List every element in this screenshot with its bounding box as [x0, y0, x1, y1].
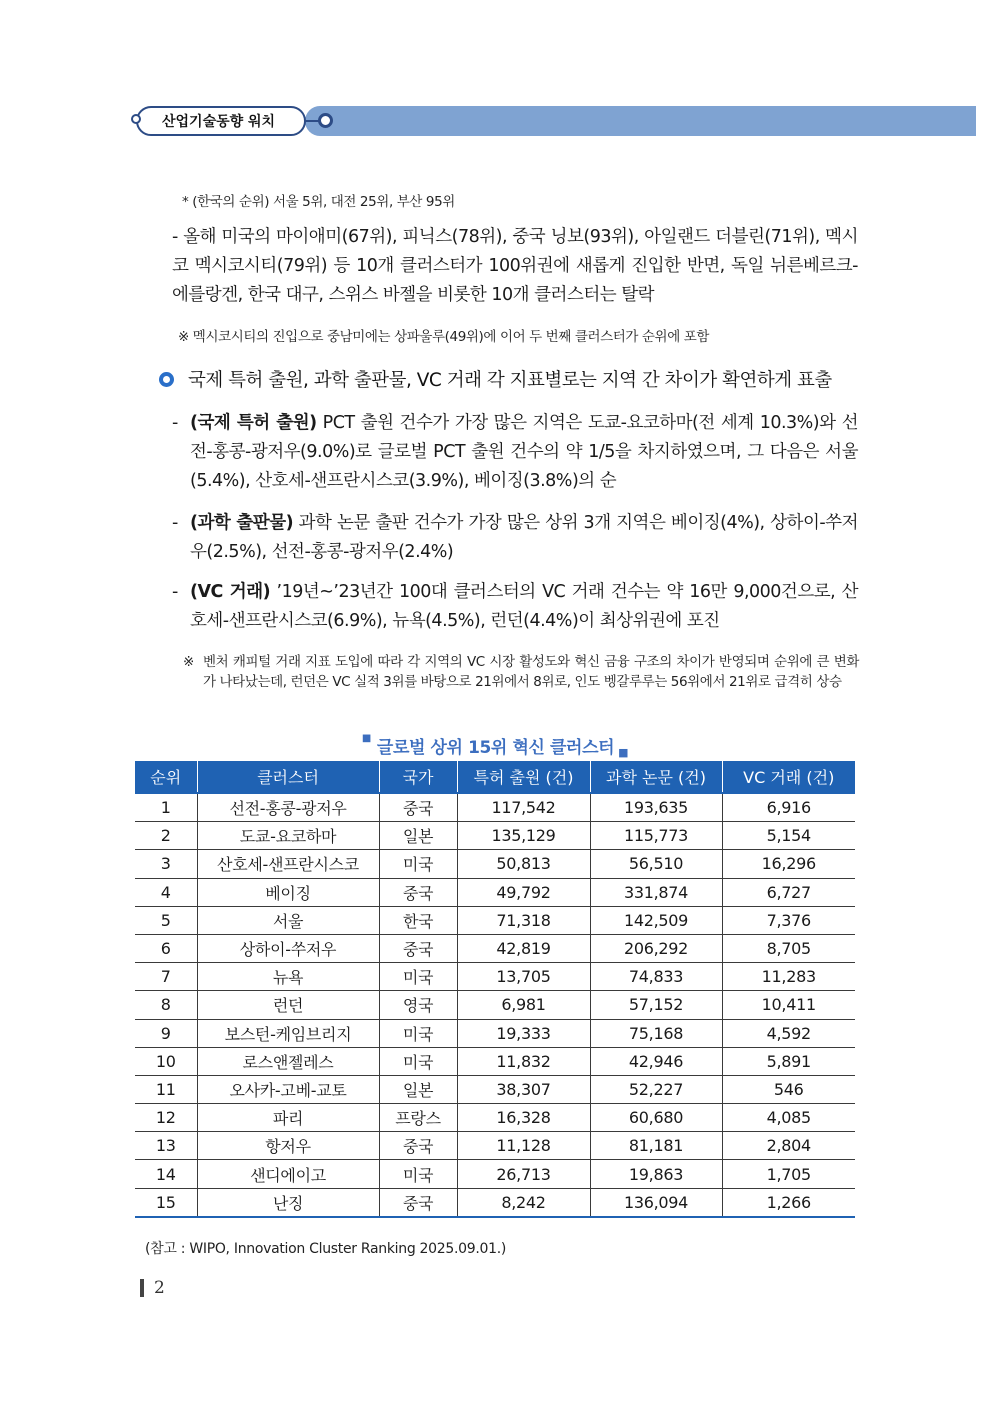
vc-cell: 546 — [722, 1075, 855, 1103]
item-dash: - — [172, 413, 178, 433]
new-entries-paragraph — [172, 223, 858, 310]
page-number-text: 2 — [154, 1278, 165, 1298]
table-row — [135, 793, 855, 822]
patent-cell: 26,713 — [457, 1160, 590, 1188]
cluster-cell: 산호세-샌프란시스코 — [197, 850, 379, 878]
rank-cell: 6 — [135, 934, 197, 962]
country-cell: 미국 — [379, 1160, 457, 1188]
country-cell: 프랑스 — [379, 1104, 457, 1132]
rank-cell: 9 — [135, 1019, 197, 1047]
section-heading — [159, 366, 832, 392]
table-row — [135, 934, 855, 962]
rank-cell: 15 — [135, 1188, 197, 1217]
item-vc — [172, 578, 858, 636]
rank-cell: 8 — [135, 991, 197, 1019]
column-header: 순위 — [135, 761, 197, 793]
table-row — [135, 1075, 855, 1103]
column-header: VC 거래 (건) — [722, 761, 855, 793]
table-row — [135, 1188, 855, 1217]
patent-cell: 8,242 — [457, 1188, 590, 1217]
cluster-cell: 파리 — [197, 1104, 379, 1132]
table-caption — [135, 733, 855, 759]
column-header: 국가 — [379, 761, 457, 793]
paper-cell: 81,181 — [590, 1132, 722, 1160]
paper-cell: 57,152 — [590, 991, 722, 1019]
bullet-ring-icon — [159, 372, 174, 387]
patent-cell: 42,819 — [457, 934, 590, 962]
table-row — [135, 850, 855, 878]
vc-cell: 5,891 — [722, 1047, 855, 1075]
vc-cell: 4,085 — [722, 1104, 855, 1132]
item-dash: - — [172, 513, 178, 533]
patent-cell: 11,832 — [457, 1047, 590, 1075]
cluster-cell: 로스앤젤레스 — [197, 1047, 379, 1075]
patent-cell: 117,542 — [457, 793, 590, 822]
cluster-cell: 항저우 — [197, 1132, 379, 1160]
caption-square-icon: ■ — [618, 746, 629, 759]
item-dash: - — [172, 582, 178, 602]
country-cell: 미국 — [379, 1019, 457, 1047]
vc-note-mark: ※ — [183, 654, 194, 670]
cluster-cell: 베이징 — [197, 878, 379, 906]
paper-cell: 60,680 — [590, 1104, 722, 1132]
column-header: 과학 논문 (건) — [590, 761, 722, 793]
item-patent — [172, 409, 858, 496]
rank-cell: 14 — [135, 1160, 197, 1188]
table-row — [135, 1104, 855, 1132]
table-row — [135, 1132, 855, 1160]
patent-cell: 16,328 — [457, 1104, 590, 1132]
rank-cell: 12 — [135, 1104, 197, 1132]
cluster-cell: 난징 — [197, 1188, 379, 1217]
table-row — [135, 822, 855, 850]
section-heading-text: 국제 특허 출원, 과학 출판물, VC 거래 각 지표별로는 지역 간 차이가 확연하게 표출 — [188, 370, 832, 391]
country-cell: 중국 — [379, 1132, 457, 1160]
vc-cell: 11,283 — [722, 963, 855, 991]
item-text: ’19년~’23년간 100대 클러스터의 VC 거래 건수는 약 16만 9,000건으로, 산호세-샌프란시스코(6.9%), 뉴욕(4.5%), 런던(4.4%)이 최상위권에 포진 — [190, 582, 858, 631]
column-header: 특허 출원 (건) — [457, 761, 590, 793]
header-title: 산업기술동향 워치 — [162, 114, 276, 130]
patent-cell: 71,318 — [457, 906, 590, 934]
table-row — [135, 991, 855, 1019]
paper-cell: 42,946 — [590, 1047, 722, 1075]
cluster-cell: 상하이-쑤저우 — [197, 934, 379, 962]
patent-cell: 50,813 — [457, 850, 590, 878]
paper-cell: 74,833 — [590, 963, 722, 991]
header-ring-icon — [318, 113, 333, 128]
header-band — [305, 106, 976, 136]
country-cell: 미국 — [379, 850, 457, 878]
paper-cell: 19,863 — [590, 1160, 722, 1188]
patent-cell: 135,129 — [457, 822, 590, 850]
vc-cell: 6,727 — [722, 878, 855, 906]
ranking-note: * (한국의 순위) 서울 5위, 대전 25위, 부산 95위 — [182, 194, 455, 210]
vc-cell: 8,705 — [722, 934, 855, 962]
patent-cell: 49,792 — [457, 878, 590, 906]
paper-cell: 115,773 — [590, 822, 722, 850]
rank-cell: 5 — [135, 906, 197, 934]
cluster-cell: 샌디에이고 — [197, 1160, 379, 1188]
country-cell: 영국 — [379, 991, 457, 1019]
cluster-table — [135, 761, 855, 1218]
cluster-cell: 선전-홍콩-광저우 — [197, 793, 379, 822]
table-header-row — [135, 761, 855, 793]
header-left-dot-icon — [131, 114, 141, 124]
new-entries-text: - 올해 미국의 마이애미(67위), 피닉스(78위), 중국 닝보(93위), 아일랜드 더블린(71위), 멕시코 멕시코시티(79위) 등 10개 클러스터가 100위권에 새롭게 진입한 반면, 독일 뉘른베르크-에를랑겐, 한국 대구, 스위스 바젤을 비롯한 10개 클러스터는 탈락 — [172, 227, 858, 305]
country-cell: 미국 — [379, 1047, 457, 1075]
vc-cell: 10,411 — [722, 991, 855, 1019]
table-row — [135, 906, 855, 934]
patent-cell: 38,307 — [457, 1075, 590, 1103]
rank-cell: 4 — [135, 878, 197, 906]
vc-cell: 1,266 — [722, 1188, 855, 1217]
paper-cell: 52,227 — [590, 1075, 722, 1103]
table-body — [135, 793, 855, 1217]
cluster-cell: 서울 — [197, 906, 379, 934]
vc-note-text: 벤처 캐피털 거래 지표 도입에 따라 각 지역의 VC 시장 활성도와 혁신 금융 구조의 차이가 반영되며 순위에 큰 변화가 나타났는데, 런던은 VC 실적 3위를 바탕으로 21위에서 8위로, 인도 벵갈루루는 56위에서 21위로 급격히 상승 — [203, 654, 859, 690]
patent-cell: 19,333 — [457, 1019, 590, 1047]
vc-cell: 4,592 — [722, 1019, 855, 1047]
item-label: (국제 특허 출원) — [190, 413, 317, 433]
cluster-cell: 보스턴-케임브리지 — [197, 1019, 379, 1047]
paper-cell: 142,509 — [590, 906, 722, 934]
table-row — [135, 878, 855, 906]
country-cell: 중국 — [379, 934, 457, 962]
vc-cell: 2,804 — [722, 1132, 855, 1160]
table-row — [135, 1160, 855, 1188]
cluster-cell: 뉴욕 — [197, 963, 379, 991]
patent-cell: 6,981 — [457, 991, 590, 1019]
paper-cell: 56,510 — [590, 850, 722, 878]
paper-cell: 136,094 — [590, 1188, 722, 1217]
rank-cell: 11 — [135, 1075, 197, 1103]
vc-note — [183, 652, 859, 692]
header-title-pill — [136, 106, 306, 136]
item-label: (VC 거래) — [190, 582, 271, 602]
rank-cell: 10 — [135, 1047, 197, 1075]
column-header: 클러스터 — [197, 761, 379, 793]
vc-cell: 7,376 — [722, 906, 855, 934]
vc-cell: 6,916 — [722, 793, 855, 822]
paper-cell: 331,874 — [590, 878, 722, 906]
country-cell: 일본 — [379, 1075, 457, 1103]
item-publication — [172, 509, 858, 567]
country-cell: 한국 — [379, 906, 457, 934]
item-label: (과학 출판물) — [190, 513, 294, 533]
country-cell: 일본 — [379, 822, 457, 850]
source-note: (참고 : WIPO, Innovation Cluster Ranking 2025.09.01.) — [145, 1241, 507, 1257]
table-row — [135, 1047, 855, 1075]
vc-cell: 1,705 — [722, 1160, 855, 1188]
vc-cell: 16,296 — [722, 850, 855, 878]
paper-cell: 193,635 — [590, 793, 722, 822]
mexico-note: ※ 멕시코시티의 진입으로 중남미에는 상파울루(49위)에 이어 두 번째 클러스터가 순위에 포함 — [178, 329, 710, 345]
table-row — [135, 1019, 855, 1047]
rank-cell: 13 — [135, 1132, 197, 1160]
rank-cell: 3 — [135, 850, 197, 878]
country-cell: 중국 — [379, 878, 457, 906]
item-text: 과학 논문 출판 건수가 가장 많은 상위 3개 지역은 베이징(4%), 상하이-쑤저우(2.5%), 선전-홍콩-광저우(2.4%) — [190, 513, 858, 562]
cluster-cell: 오사카-고베-교토 — [197, 1075, 379, 1103]
page-number — [140, 1278, 165, 1298]
patent-cell: 13,705 — [457, 963, 590, 991]
rank-cell: 2 — [135, 822, 197, 850]
page-marker — [140, 1279, 144, 1297]
patent-cell: 11,128 — [457, 1132, 590, 1160]
vc-cell: 5,154 — [722, 822, 855, 850]
country-cell: 중국 — [379, 1188, 457, 1217]
table-row — [135, 963, 855, 991]
table-caption-text: 글로벌 상위 15위 혁신 클러스터 — [376, 738, 615, 758]
cluster-cell: 도쿄-요코하마 — [197, 822, 379, 850]
paper-cell: 75,168 — [590, 1019, 722, 1047]
item-text: PCT 출원 건수가 가장 많은 지역은 도쿄-요코하마(전 세계 10.3%)와 선전-홍콩-광저우(9.0%)로 글로벌 PCT 출원 건수의 약 1/5을 차지하였으며, 그 다음은 서울(5.4%), 산호세-샌프란시스코(3.9%), 베이징(3.8%)의 순 — [190, 413, 858, 491]
cluster-cell: 런던 — [197, 991, 379, 1019]
caption-square-icon: ■ — [361, 733, 371, 744]
rank-cell: 1 — [135, 793, 197, 822]
paper-cell: 206,292 — [590, 934, 722, 962]
country-cell: 중국 — [379, 793, 457, 822]
country-cell: 미국 — [379, 963, 457, 991]
rank-cell: 7 — [135, 963, 197, 991]
